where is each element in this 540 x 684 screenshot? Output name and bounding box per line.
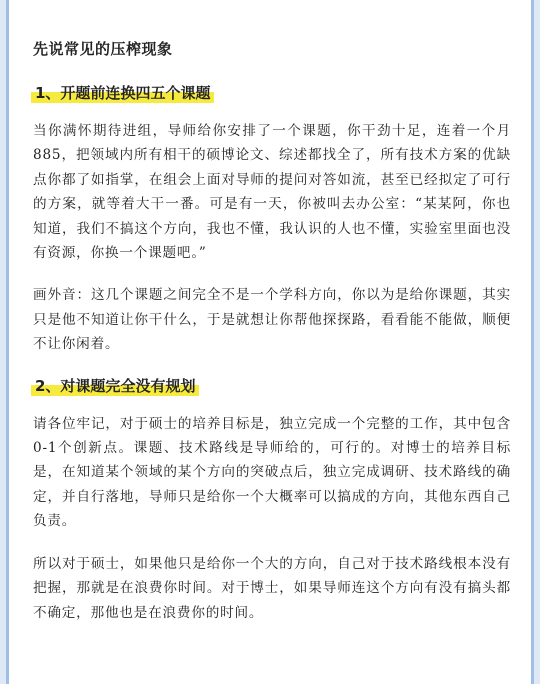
- page-frame: [6, 0, 534, 684]
- article-content: [33, 38, 511, 625]
- section-2-paragraph-1: 请各位牢记，对于硕士的培养目标是，独立完成一个完整的工作，其中包含0-1个创新点。课题、技术路线是导师给的，可行的。对博士的培养目标是，在知道某个领域的某个方向的突破点后，独立完成调研、技术路线的确定，并自行落地，导师只是给你一个大概率可以搞成的方向，其他东西自己负责。: [33, 415, 511, 530]
- page-title: 先说常见的压榨现象: [33, 40, 173, 58]
- section-heading-2: 2、对课题完全没有规划: [31, 375, 199, 397]
- section-1: [33, 82, 511, 357]
- section-2-paragraph-2: 所以对于硕士，如果他只是给你一个大的方向，自己对于技术路线根本没有把握，那就是在浪费你时间。对于博士，如果导师连这个方向有没有搞头都不确定，那他也是在浪费你的时间。: [33, 555, 511, 621]
- section-1-paragraph-1: 当你满怀期待进组，导师给你安排了一个课题，你干劲十足，连着一个月885，把领域内所有相干的硕博论文、综述都找全了，所有技术方案的优缺点你都了如指掌，在组会上面对导师的提问对答如流，甚至已经拟定了可行的方案，就等着大干一番。可是有一天，你被叫去办公室：“某某阿，你也知道，我们不搞这个方向，我也不懂，我认识的人也不懂，实验室里面也没有资源，你换一个课题吧。”: [33, 123, 511, 262]
- section-heading-1: 1、开题前连换四五个课题: [31, 82, 214, 104]
- section-1-paragraph-2: 画外音：这几个课题之间完全不是一个学科方向，你以为是给你课题，其实只是他不知道让你干什么，于是就想让你帮他探探路，看看能不能做，顺便不让你闲着。: [33, 287, 511, 353]
- section-2: [33, 375, 511, 625]
